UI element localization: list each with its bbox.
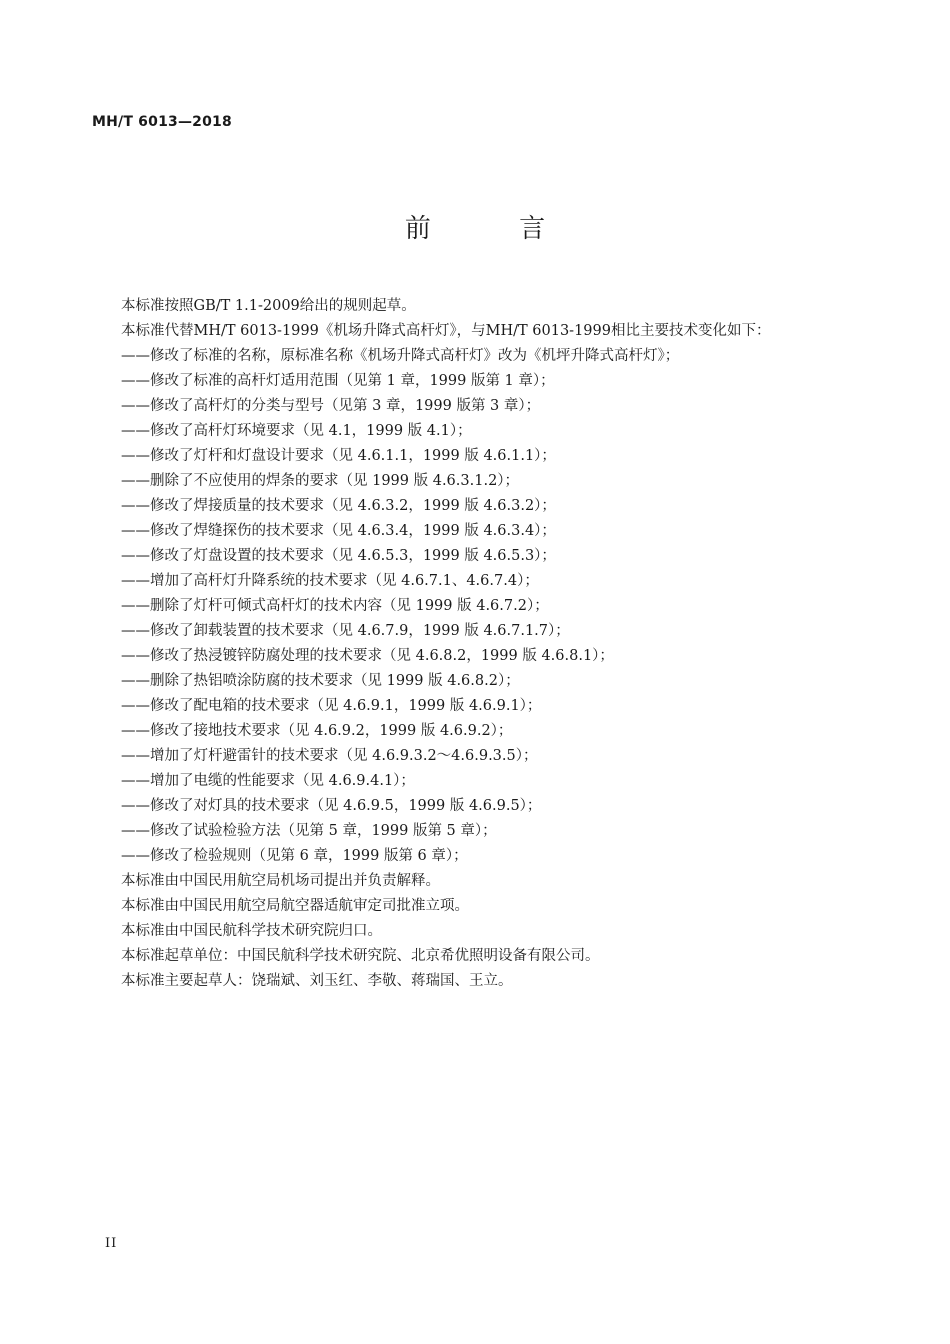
text-line: 本标准按照GB/T 1.1-2009给出的规则起草。 bbox=[121, 298, 416, 314]
page-title: 前 言 bbox=[404, 214, 586, 244]
change-item: ——增加了高杆灯升降系统的技术要求（见 4.6.7.1、4.6.7.4）； bbox=[121, 573, 539, 589]
text-line: 本标准由中国民用航空局航空器适航审定司批准立项。 bbox=[121, 898, 469, 914]
text-line: 本标准起草单位：中国民航科学技术研究院、北京希优照明设备有限公司。 bbox=[121, 948, 600, 964]
change-item: ——删除了热铝喷涂防腐的技术要求（见 1999 版 4.6.8.2）； bbox=[121, 673, 520, 689]
change-item: ——删除了不应使用的焊条的要求（见 1999 版 4.6.3.1.2）； bbox=[121, 473, 520, 489]
text-line: 本标准主要起草人：饶瑞斌、刘玉红、李敬、蒋瑞国、王立。 bbox=[121, 973, 513, 989]
change-item: ——修改了配电箱的技术要求（见 4.6.9.1，1999 版 4.6.9.1）； bbox=[121, 698, 542, 714]
change-item: ——修改了标准的名称，原标准名称《机场升降式高杆灯》改为《机坪升降式高杆灯》； bbox=[121, 348, 680, 364]
change-item: ——修改了高杆灯环境要求（见 4.1，1999 版 4.1）； bbox=[121, 423, 472, 439]
change-item: ——删除了灯杆可倾式高杆灯的技术内容（见 1999 版 4.6.7.2）； bbox=[121, 598, 549, 614]
change-item: ——增加了电缆的性能要求（见 4.6.9.4.1）； bbox=[121, 773, 415, 789]
text-line: 本标准由中国民用航空局机场司提出并负责解释。 bbox=[121, 873, 440, 889]
text-line: 本标准由中国民航科学技术研究院归口。 bbox=[121, 923, 382, 939]
change-item: ——修改了高杆灯的分类与型号（见第 3 章，1999 版第 3 章）； bbox=[121, 398, 541, 414]
text-line: 本标准代替MH/T 6013-1999《机场升降式高杆灯》，与MH/T 6013-1999相比主要技术变化如下： bbox=[121, 323, 771, 339]
change-item: ——修改了焊缝探伤的技术要求（见 4.6.3.4，1999 版 4.6.3.4）； bbox=[121, 523, 556, 539]
change-item: ——修改了灯盘设置的技术要求（见 4.6.5.3，1999 版 4.6.5.3）； bbox=[121, 548, 556, 564]
change-item: ——修改了标准的高杆灯适用范围（见第 1 章，1999 版第 1 章）； bbox=[121, 373, 555, 389]
change-item: ——修改了灯杆和灯盘设计要求（见 4.6.1.1，1999 版 4.6.1.1）； bbox=[121, 448, 556, 464]
change-item: ——增加了灯杆避雷针的技术要求（见 4.6.9.3.2～4.6.9.3.5）； bbox=[121, 748, 538, 764]
change-item: ——修改了接地技术要求（见 4.6.9.2，1999 版 4.6.9.2）； bbox=[121, 723, 513, 739]
foreword-body bbox=[121, 294, 861, 994]
change-item: ——修改了卸载装置的技术要求（见 4.6.7.9，1999 版 4.6.7.1.7）； bbox=[121, 623, 570, 639]
document-id: MH/T 6013—2018 bbox=[92, 114, 232, 130]
change-item: ——修改了焊接质量的技术要求（见 4.6.3.2，1999 版 4.6.3.2）； bbox=[121, 498, 556, 514]
change-item: ——修改了试验检验方法（见第 5 章，1999 版第 5 章）； bbox=[121, 823, 497, 839]
change-item: ——修改了热浸镀锌防腐处理的技术要求（见 4.6.8.2，1999 版 4.6.8.1）； bbox=[121, 648, 614, 664]
change-item: ——修改了检验规则（见第 6 章，1999 版第 6 章）； bbox=[121, 848, 468, 864]
change-item: ——修改了对灯具的技术要求（见 4.6.9.5，1999 版 4.6.9.5）； bbox=[121, 798, 542, 814]
page-number: II bbox=[105, 1236, 118, 1251]
